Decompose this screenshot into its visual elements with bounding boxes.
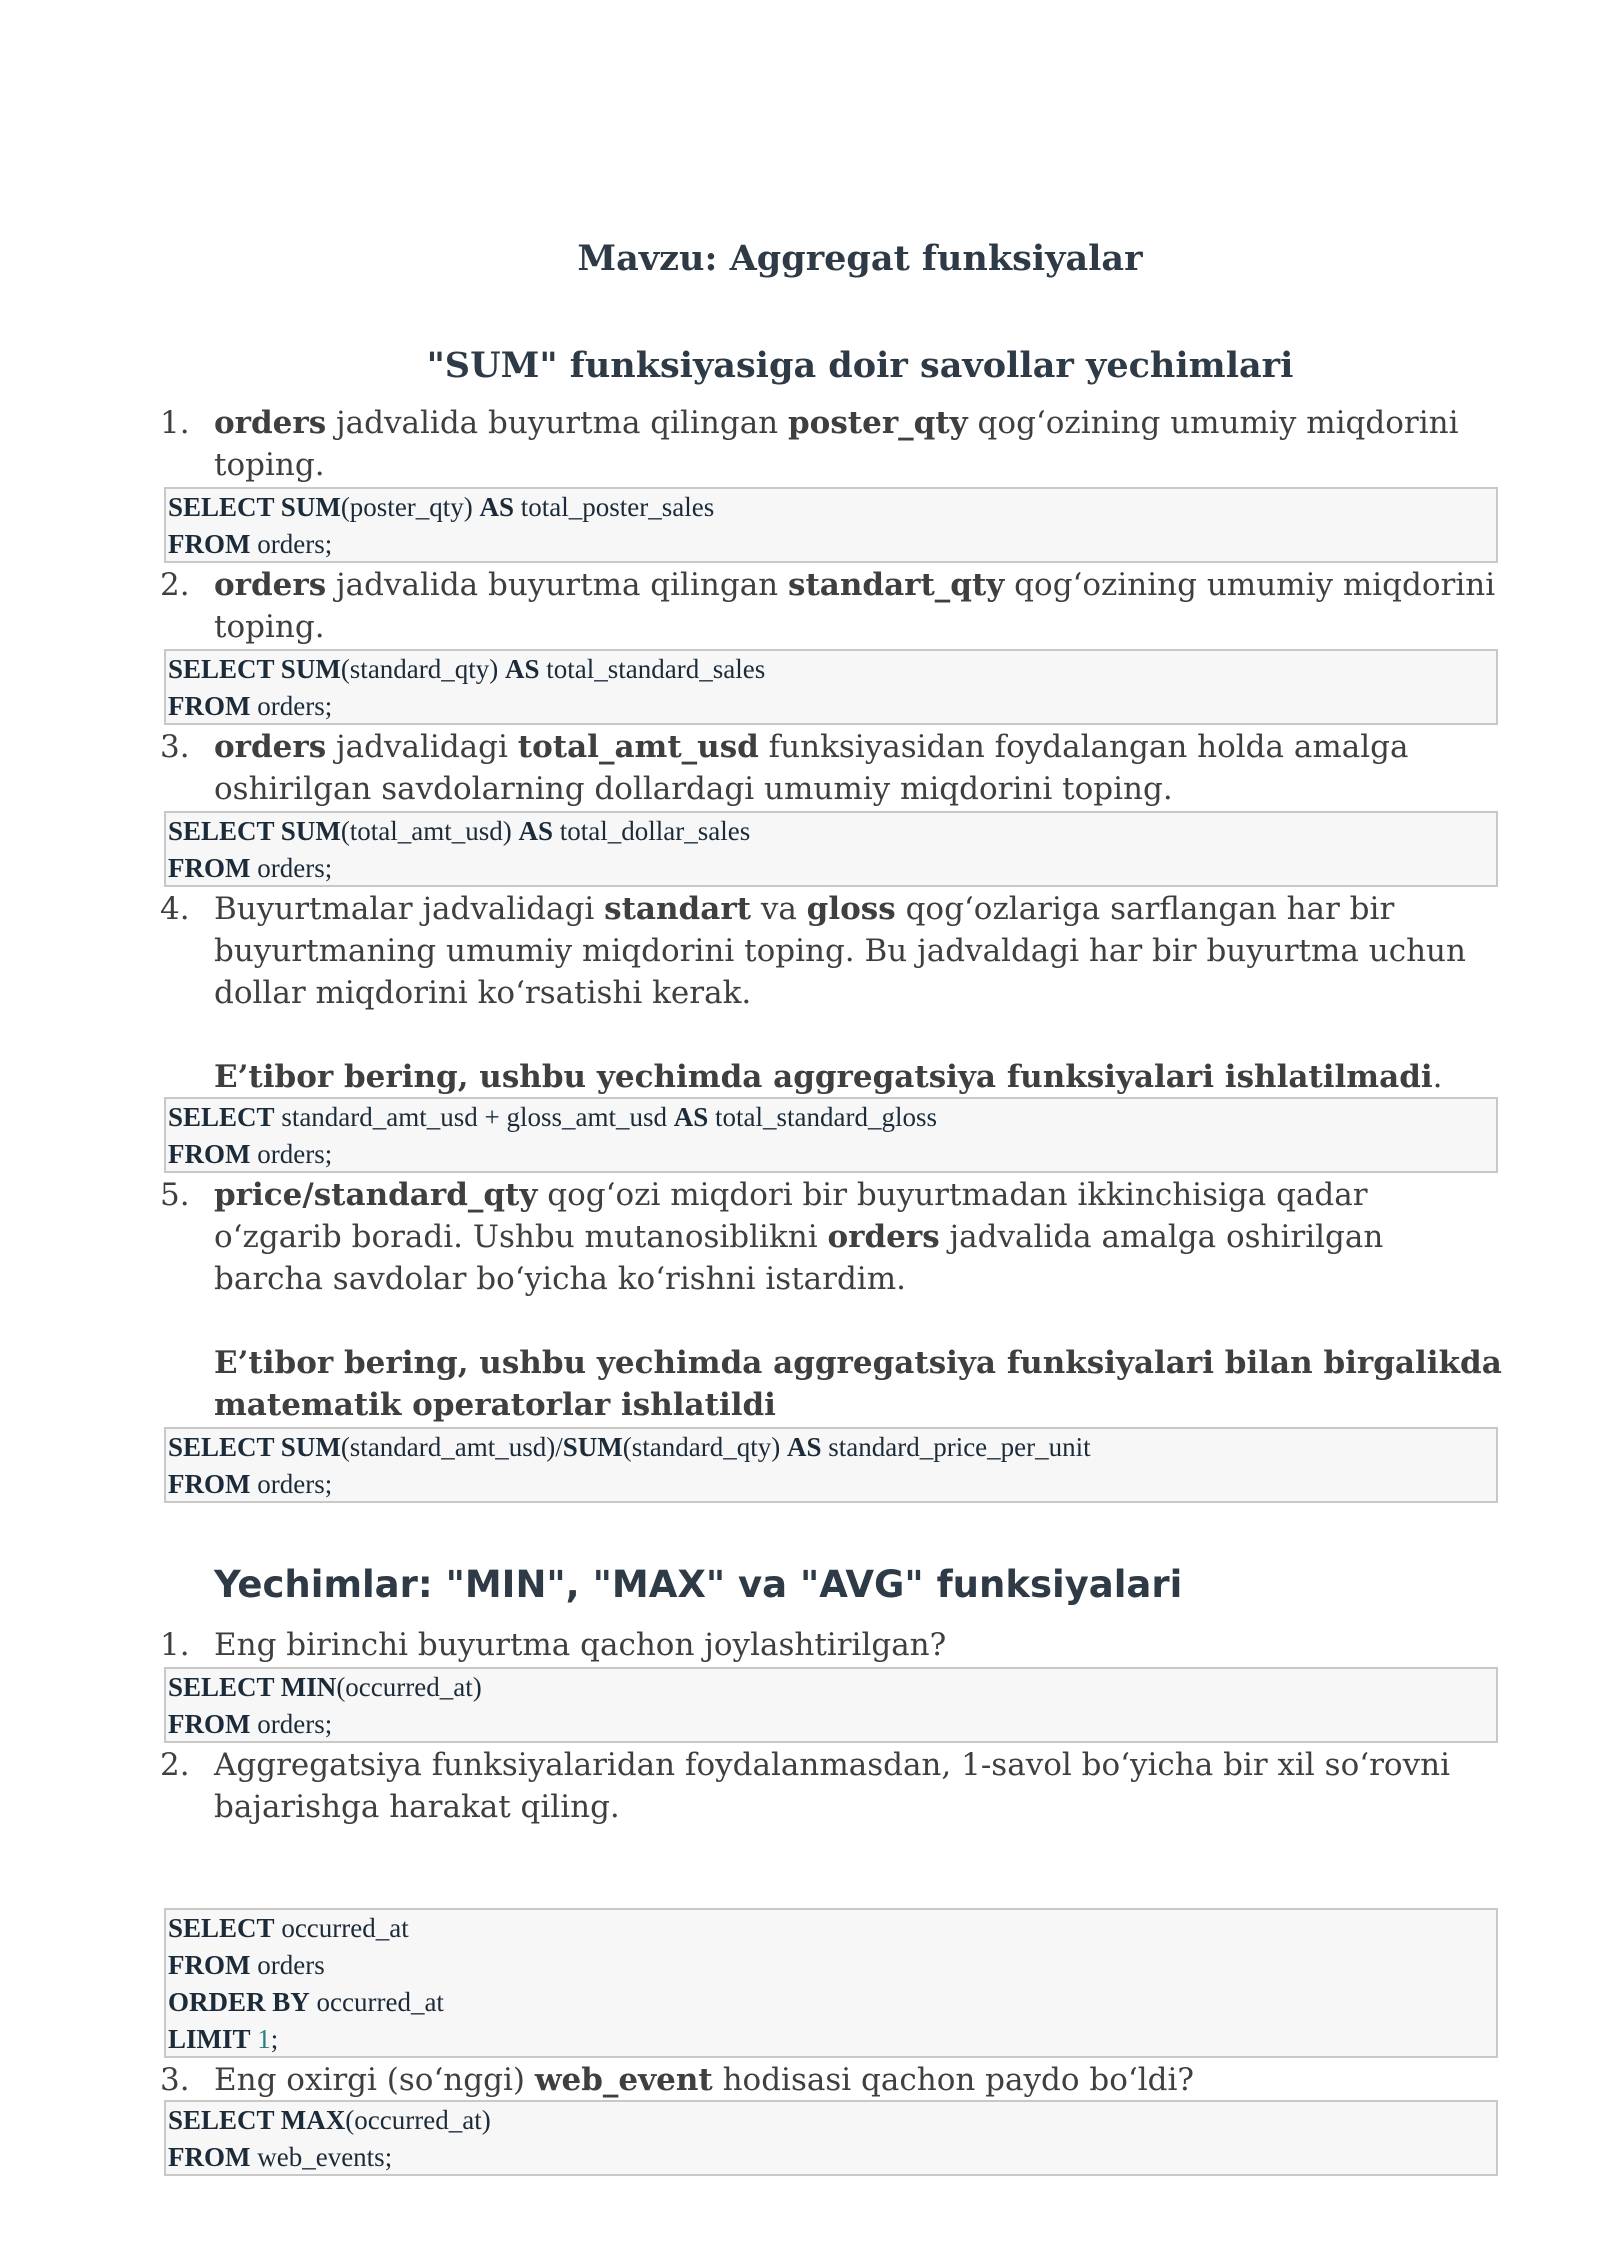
code-text: orders; xyxy=(250,1139,333,1169)
code-line xyxy=(168,1136,1494,1173)
text-run: qog‘ozlariga sarflangan har bir buyurtmaning umumiy miqdorini toping. Bu jadvaldagi har bir buyurtma uchun dollar miqdorini ko‘rsatishi kerak. xyxy=(214,891,1466,1011)
sql-keyword: SELECT xyxy=(168,1913,275,1943)
question-text xyxy=(214,564,1500,648)
sql-keyword: AS xyxy=(505,654,540,684)
code-text: (standard_qty) xyxy=(340,654,506,684)
bold-term: total_amt_usd xyxy=(517,729,759,765)
text-run: Buyurtmalar jadvalidagi xyxy=(214,891,605,927)
code-text: web_events; xyxy=(250,2142,393,2172)
item-number: 4. xyxy=(160,891,190,927)
code-block xyxy=(164,487,1498,563)
code-text: total_poster_sales xyxy=(514,492,715,522)
code-text: orders; xyxy=(250,1709,333,1739)
item-number: 3. xyxy=(160,2062,190,2098)
code-line xyxy=(168,526,1494,563)
code-text: orders xyxy=(250,1950,325,1980)
code-line xyxy=(168,1706,1494,1743)
sql-keyword: AS xyxy=(673,1102,709,1132)
item-number: 1. xyxy=(160,1627,190,1663)
code-text: orders; xyxy=(250,691,333,721)
bold-term: gloss xyxy=(806,891,896,927)
bold-term: orders xyxy=(214,567,327,603)
question-text xyxy=(214,888,1500,1014)
code-line xyxy=(168,1466,1494,1503)
code-block xyxy=(164,649,1498,725)
section-heading-sum: "SUM" funksiyasiga doir savollar yechimlari xyxy=(426,345,1294,386)
sql-keyword: LIMIT xyxy=(168,2024,251,2054)
code-block xyxy=(164,1427,1498,1503)
code-text: ; xyxy=(270,2024,279,2054)
code-text: (occurred_at) xyxy=(336,1672,482,1702)
code-line xyxy=(168,1984,1494,2021)
code-line xyxy=(168,1099,1494,1136)
section-heading-minmax: Yechimlar: "MIN", "MAX" va "AVG" funksiyalari xyxy=(214,1563,1183,1606)
code-text: standard_price_per_unit xyxy=(821,1432,1091,1462)
code-line xyxy=(168,651,1494,688)
code-block xyxy=(164,1097,1498,1173)
sql-keyword: SUM xyxy=(562,1432,623,1462)
code-text: orders; xyxy=(250,853,333,883)
code-line xyxy=(168,2102,1494,2139)
text-run: jadvalidagi xyxy=(326,729,518,765)
code-line xyxy=(168,2139,1494,2176)
code-text: (poster_qty) xyxy=(340,492,480,522)
sql-keyword: FROM xyxy=(168,691,251,721)
note-text: E’tibor bering, ushbu yechimda aggregatsiya funksiyalari bilan birgalikda matematik operatorlar ishlatildi xyxy=(214,1345,1502,1423)
bold-term: orders xyxy=(214,405,327,441)
bold-term: orders xyxy=(827,1219,940,1255)
bold-term: web_event xyxy=(534,2062,713,2098)
code-line xyxy=(168,1910,1494,1947)
sql-keyword: FROM xyxy=(168,1709,251,1739)
sql-keyword: SELECT MAX xyxy=(168,2105,346,2135)
sql-keyword: SELECT SUM xyxy=(168,654,341,684)
sql-keyword: SELECT SUM xyxy=(168,492,341,522)
text-run: va xyxy=(750,891,807,927)
code-text: (standard_qty) xyxy=(622,1432,787,1462)
item-number: 1. xyxy=(160,405,190,441)
text-run: jadvalida buyurtma qilingan xyxy=(326,405,788,441)
code-line xyxy=(168,1669,1494,1706)
sql-keyword: ORDER BY xyxy=(168,1987,310,2017)
item-number: 3. xyxy=(160,729,190,765)
sql-keyword: FROM xyxy=(168,1950,251,1980)
bold-term: orders xyxy=(214,729,327,765)
sql-keyword: FROM xyxy=(168,1469,251,1499)
note-bold: E’tibor bering, ushbu yechimda aggregatsiya funksiyalari ishlatilmadi xyxy=(214,1059,1433,1095)
bold-term: price/standard_qty xyxy=(214,1177,538,1213)
bold-term: standart xyxy=(604,891,751,927)
sql-keyword: FROM xyxy=(168,1139,251,1169)
code-line xyxy=(168,850,1494,887)
code-text: total_standard_gloss xyxy=(708,1102,938,1132)
code-text: orders; xyxy=(250,529,333,559)
sql-keyword: SELECT MIN xyxy=(168,1672,337,1702)
sql-keyword: SELECT SUM xyxy=(168,816,341,846)
code-text: (occurred_at) xyxy=(345,2105,491,2135)
text-run: hodisasi qachon paydo bo‘ldi? xyxy=(712,2062,1195,2098)
code-line xyxy=(168,688,1494,725)
item-number: 5. xyxy=(160,1177,190,1213)
sql-keyword: FROM xyxy=(168,529,251,559)
code-line xyxy=(168,813,1494,850)
item-number: 2. xyxy=(160,1747,190,1783)
code-block xyxy=(164,2100,1498,2176)
text-run: funksiyasidan foydalangan holda amalga oshirilgan savdolarning dollardagi umumiy miqdorini toping. xyxy=(214,729,1409,807)
code-block xyxy=(164,1908,1498,2058)
code-line xyxy=(168,489,1494,526)
code-text: orders; xyxy=(250,1469,333,1499)
code-text: occurred_at xyxy=(274,1913,409,1943)
sql-keyword: AS xyxy=(518,816,554,846)
text-run: qog‘ozining umumiy miqdorini toping. xyxy=(214,567,1496,645)
code-block xyxy=(164,1667,1498,1743)
bold-term: poster_qty xyxy=(788,405,968,441)
sql-keyword: SELECT xyxy=(168,1102,275,1132)
text-run: jadvalida amalga oshirilgan barcha savdolar bo‘yicha ko‘rishni istardim. xyxy=(214,1219,1384,1297)
text-run: jadvalida buyurtma qilingan xyxy=(326,567,788,603)
code-block xyxy=(164,811,1498,887)
question-text xyxy=(214,402,1500,486)
question-text xyxy=(214,726,1500,810)
sql-keyword: FROM xyxy=(168,2142,251,2172)
sql-keyword: AS xyxy=(786,1432,822,1462)
question-text xyxy=(214,1174,1500,1300)
code-line xyxy=(168,1429,1494,1466)
question-text: Aggregatsiya funksiyalaridan foydalanmasdan, 1-savol bo‘yicha bir xil so‘rovni bajarishga harakat qiling. xyxy=(214,1747,1450,1825)
sql-keyword: SELECT SUM xyxy=(168,1432,341,1462)
bold-term: standart_qty xyxy=(788,567,1005,603)
text-run: qog‘ozining umumiy miqdorini toping. xyxy=(214,405,1459,483)
code-text: total_standard_sales xyxy=(539,654,766,684)
code-text: occurred_at xyxy=(309,1987,444,2017)
page-title: Mavzu: Aggregat funksiyalar xyxy=(577,238,1143,279)
code-text: total_dollar_sales xyxy=(553,816,751,846)
code-text: standard_amt_usd + gloss_amt_usd xyxy=(274,1102,674,1132)
sql-keyword: FROM xyxy=(168,853,251,883)
question-text xyxy=(214,2059,1500,2101)
text-run: qog‘ozi miqdori bir buyurtmadan ikkinchisiga qadar o‘zgarib boradi. Ushbu mutanosiblikni xyxy=(214,1177,1368,1255)
note-text xyxy=(214,1056,1514,1098)
note-end: . xyxy=(1432,1059,1443,1095)
text-run: Eng oxirgi (so‘nggi) xyxy=(214,2062,535,2098)
code-text: (standard_amt_usd)/ xyxy=(340,1432,563,1462)
question-text: Eng birinchi buyurtma qachon joylashtirilgan? xyxy=(214,1627,947,1663)
item-number: 2. xyxy=(160,567,190,603)
number-literal: 1 xyxy=(257,2024,271,2054)
sql-keyword: AS xyxy=(479,492,515,522)
code-text: (total_amt_usd) xyxy=(340,816,519,846)
code-line xyxy=(168,2021,1494,2058)
code-line xyxy=(168,1947,1494,1984)
